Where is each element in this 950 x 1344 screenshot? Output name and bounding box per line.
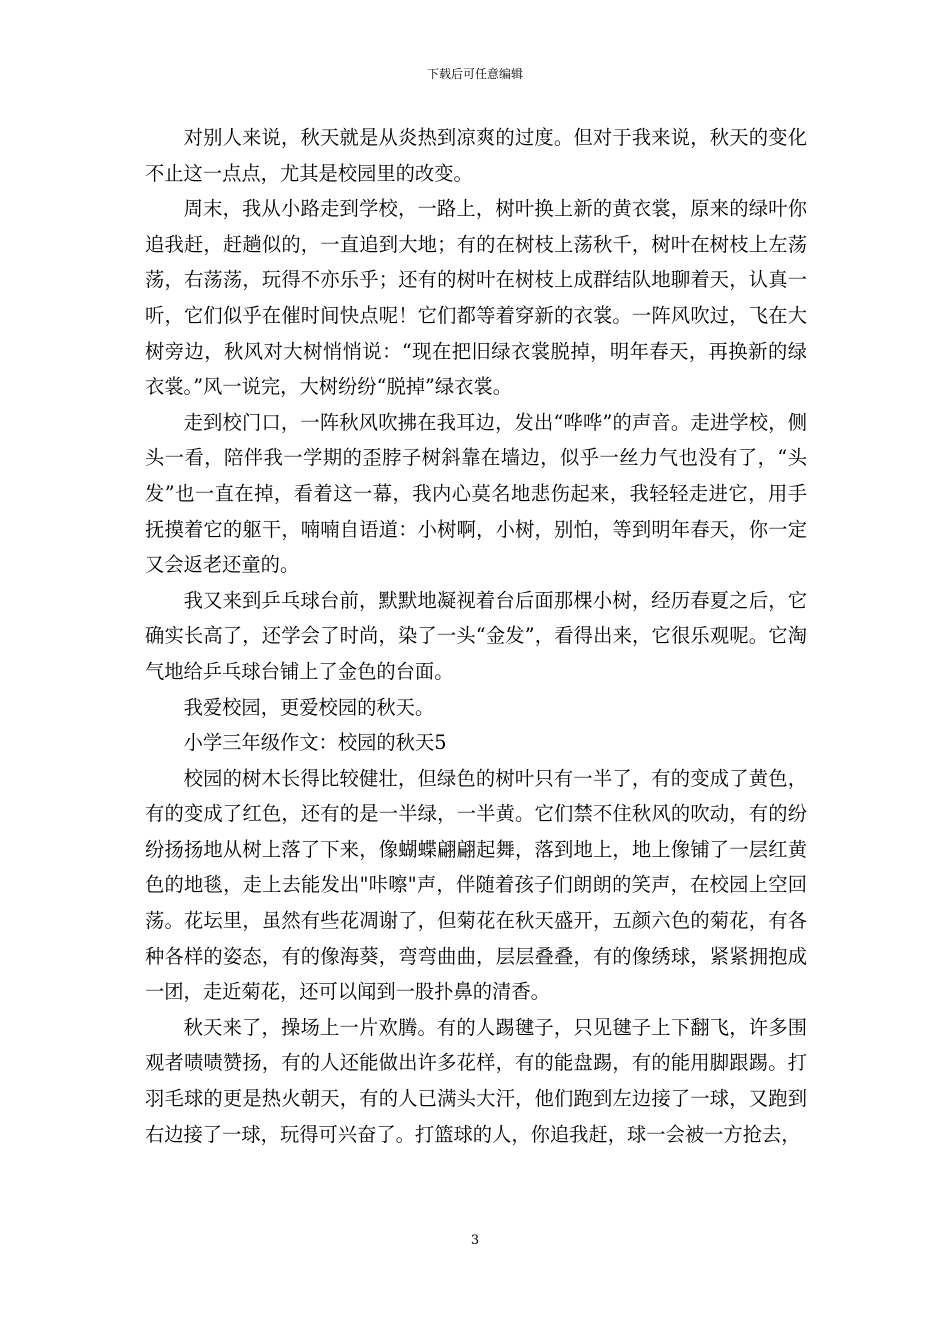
document-body bbox=[145, 120, 807, 1152]
paragraph: 我又来到乒乓球台前，默默地凝视着台后面那棵小树，经历春夏之后，它确实长高了，还学会了时尚，染了一头“金发”，看得出来，它很乐观呢。它淘气地给乒乓球台铺上了金色的台面。 bbox=[145, 588, 807, 683]
paragraph: 周末，我从小路走到学校，一路上，树叶换上新的黄衣裳，原来的绿叶你追我赶，赶趟似的，一直追到大地；有的在树枝上荡秋千，树叶在树枝上左荡荡，右荡荡，玩得不亦乐乎；还有的树叶在树枝上成群结队地聊着天，认真一听，它们似乎在催时间快点呢！它们都等着穿新的衣裳。一阵风吹过，飞在大树旁边，秋风对大树悄悄说：“现在把旧绿衣裳脱掉，明年春天，再换新的绿衣裳。”风一说完，大树纷纷“脱掉”绿衣裳。 bbox=[145, 197, 807, 399]
paragraph: 对别人来说，秋天就是从炎热到凉爽的过度。但对于我来说，秋天的变化不止这一点点，尤其是校园里的改变。 bbox=[145, 126, 807, 185]
paragraph: 我爱校园，更爱校园的秋天。 bbox=[183, 695, 435, 719]
header-note: 下载后可任意编辑 bbox=[426, 67, 523, 81]
page-header bbox=[0, 66, 950, 82]
paragraph: 走到校门口，一阵秋风吹拂在我耳边，发出“哗哗”的声音。走进学校，侧头一看，陪伴我一学期的歪脖子树斜靠在墙边，似乎一丝力气也没有了，“头发”也一直在掉，看着这一幕，我内心莫名地悲伤起来，我轻轻走进它，用手抚摸着它的躯干，喃喃自语道：小树啊，小树，别怕，等到明年春天，你一定又会返老还童的。 bbox=[145, 410, 807, 577]
paragraph: 秋天来了，操场上一片欢腾。有的人踢毽子，只见毽子上下翻飞，许多围观者啧啧赞扬，有的人还能做出许多花样，有的能盘踢，有的能用脚跟踢。打羽毛球的更是热火朝天，有的人已满头大汗，他们跑到左边接了一球，又跑到右边接了一球，玩得可兴奋了。打篮球的人，你追我赶，球一会被一方抢去， bbox=[145, 1015, 807, 1146]
page-footer bbox=[0, 1233, 950, 1249]
section-title: 小学三年级作文：校园的秋天5 bbox=[183, 731, 447, 755]
page-number: 3 bbox=[470, 1233, 480, 1248]
paragraph: 校园的树木长得比较健壮，但绿色的树叶只有一半了，有的变成了黄色，有的变成了红色，还有的是一半绿，一半黄。它们禁不住秋风的吹动，有的纷纷扬扬地从树上落了下来，像蝴蝶翩翩起舞，落到地上，地上像铺了一层红黄色的地毯，走上去能发出"咔嚓"声，伴随着孩子们朗朗的笑声，在校园上空回荡。花坛里，虽然有些花凋谢了，但菊花在秋天盛开，五颜六色的菊花，有各种各样的姿态，有的像海葵，弯弯曲曲，层层叠叠，有的像绣球，紧紧拥抱成一团，走近菊花，还可以闻到一股扑鼻的清香。 bbox=[145, 766, 807, 1004]
